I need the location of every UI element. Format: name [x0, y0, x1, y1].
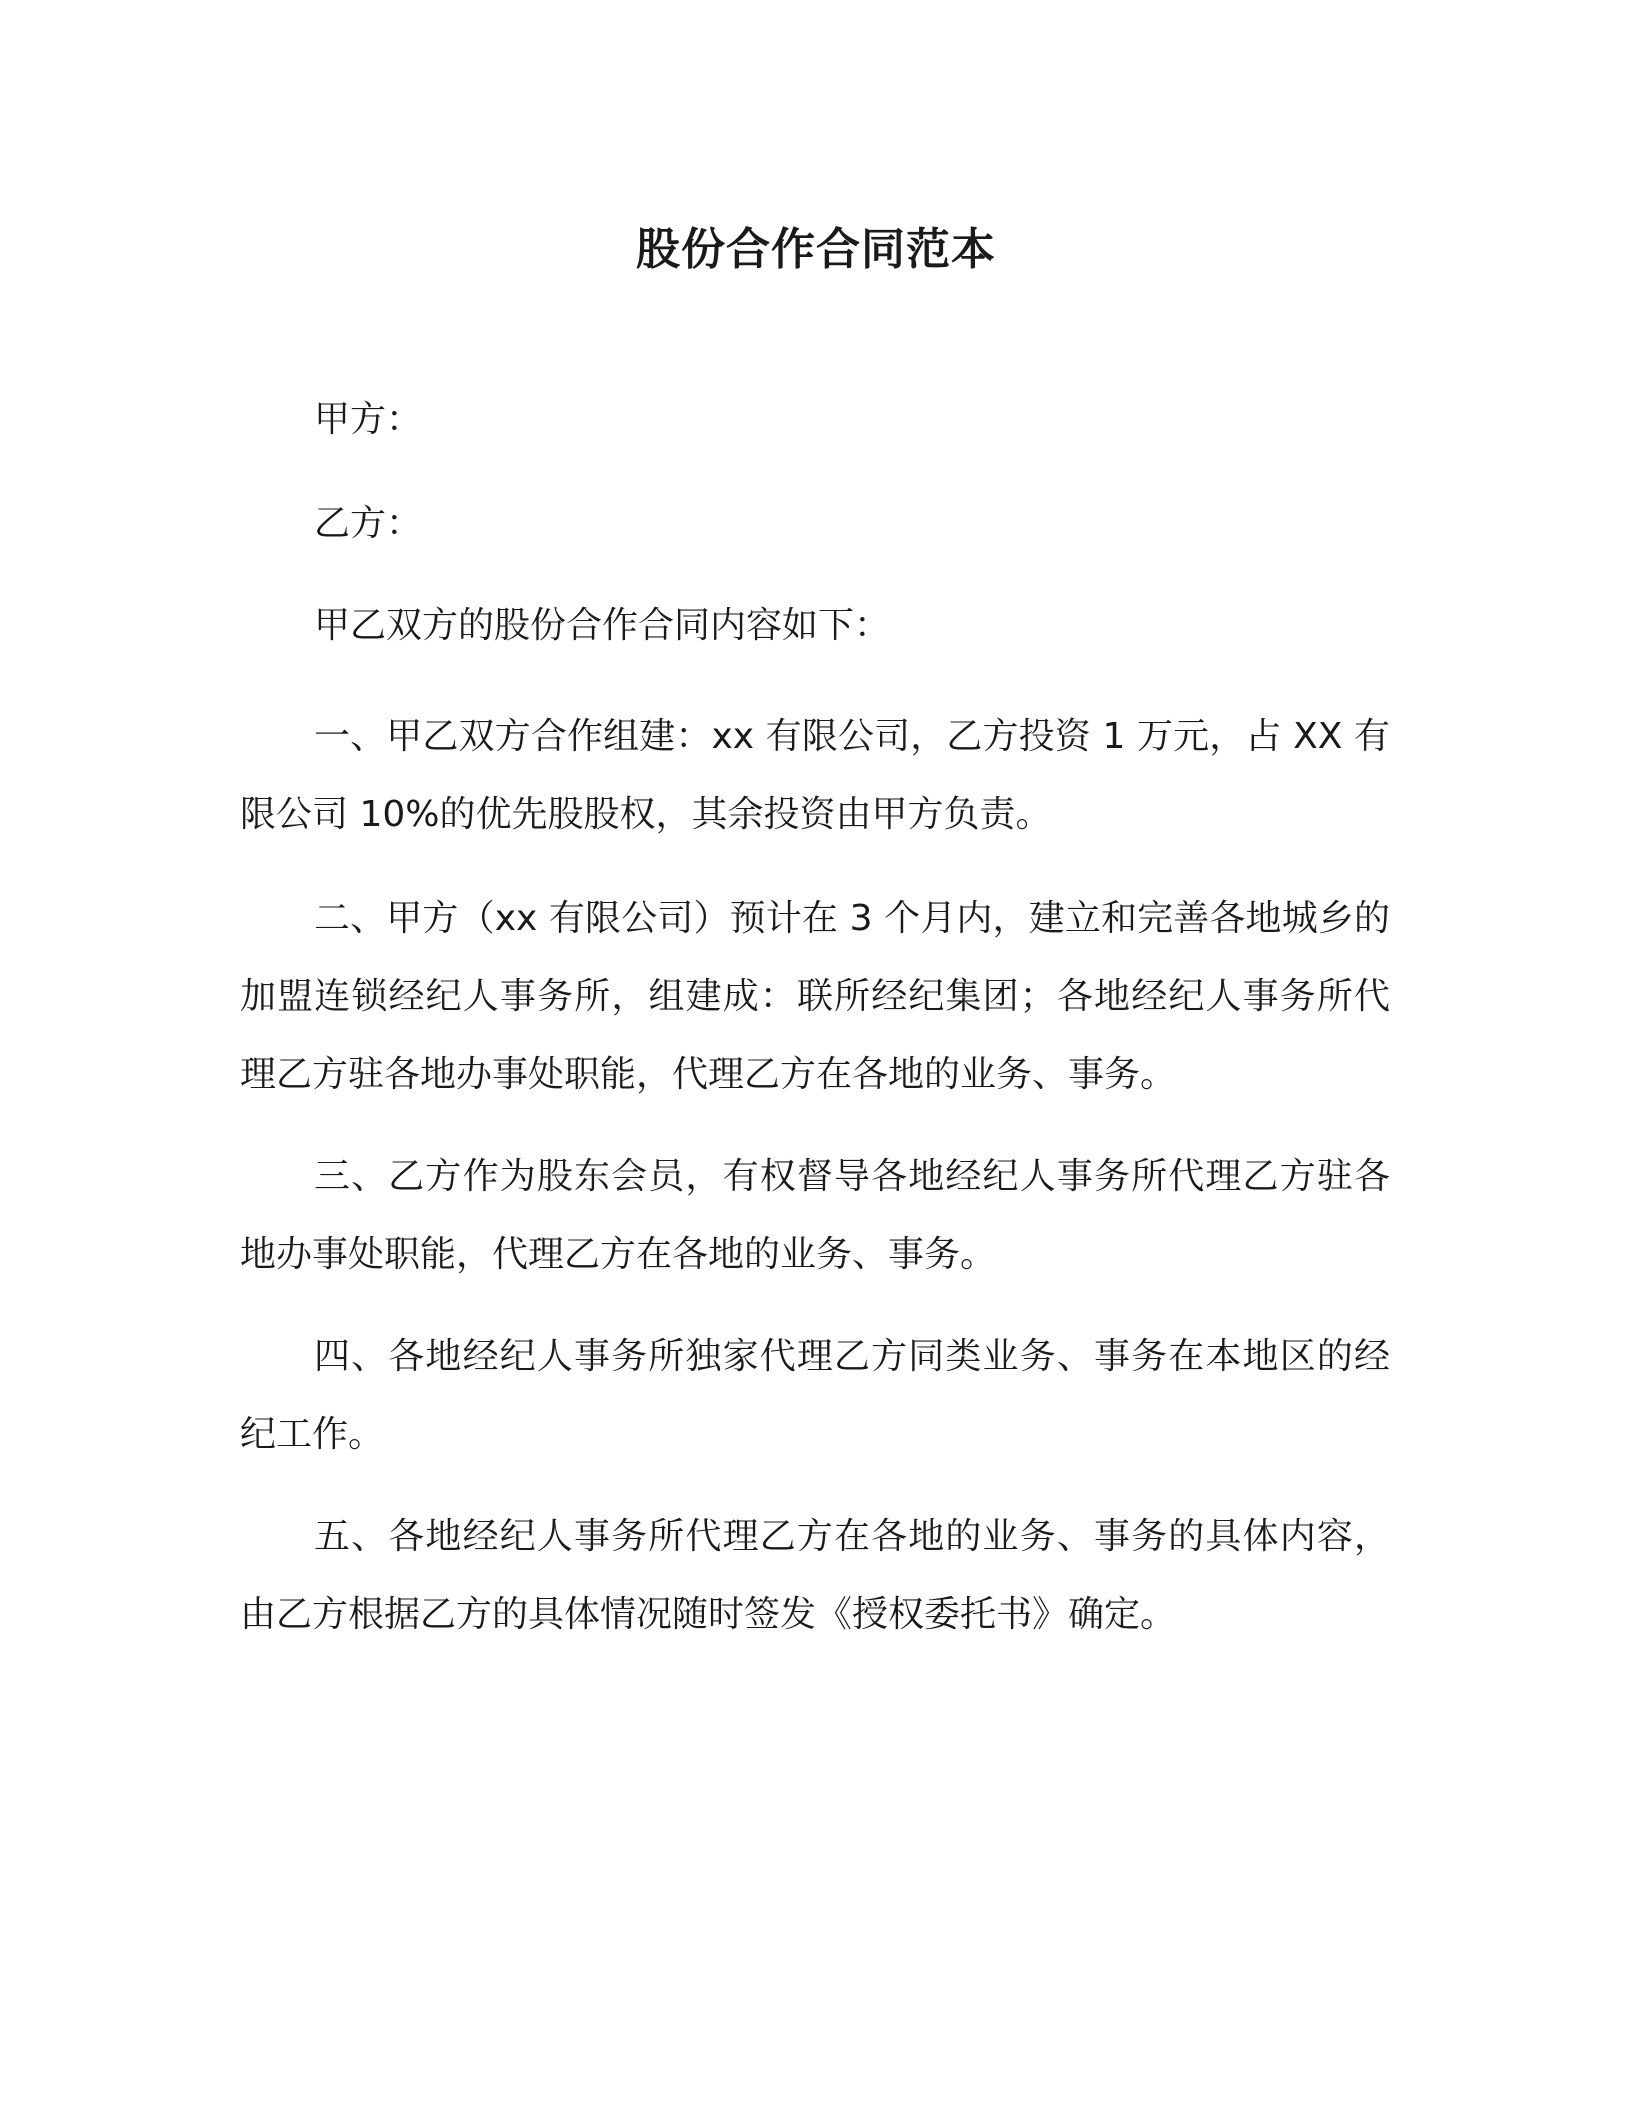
- party-a-label: 甲方：: [314, 399, 423, 440]
- clause-2: 二、甲方（xx 有限公司）预计在 3 个月内，建立和完善各地城乡的加盟连锁经纪人事务所，组建成：联所经纪集团；各地经纪人事务所代理乙方驻各地办事处职能，代理乙方在各地的业务、事务。: [240, 898, 1390, 1095]
- contract-intro: 甲乙双方的股份合作合同内容如下：: [314, 605, 891, 646]
- party-b-label: 乙方：: [314, 503, 423, 544]
- clause-4: 四、各地经纪人事务所独家代理乙方同类业务、事务在本地区的经纪工作。: [240, 1336, 1390, 1455]
- document-title: 股份合作合同范本: [636, 224, 996, 275]
- clause-5: 五、各地经纪人事务所代理乙方在各地的业务、事务的具体内容，由乙方根据乙方的具体情况随时签发《授权委托书》确定。: [240, 1516, 1390, 1635]
- clause-3: 三、乙方作为股东会员，有权督导各地经纪人事务所代理乙方驻各地办事处职能，代理乙方在各地的业务、事务。: [240, 1156, 1390, 1275]
- clause-1: 一、甲乙双方合作组建：xx 有限公司，乙方投资 1 万元，占 XX 有限公司 10%的优先股股权，其余投资由甲方负责。: [240, 716, 1390, 835]
